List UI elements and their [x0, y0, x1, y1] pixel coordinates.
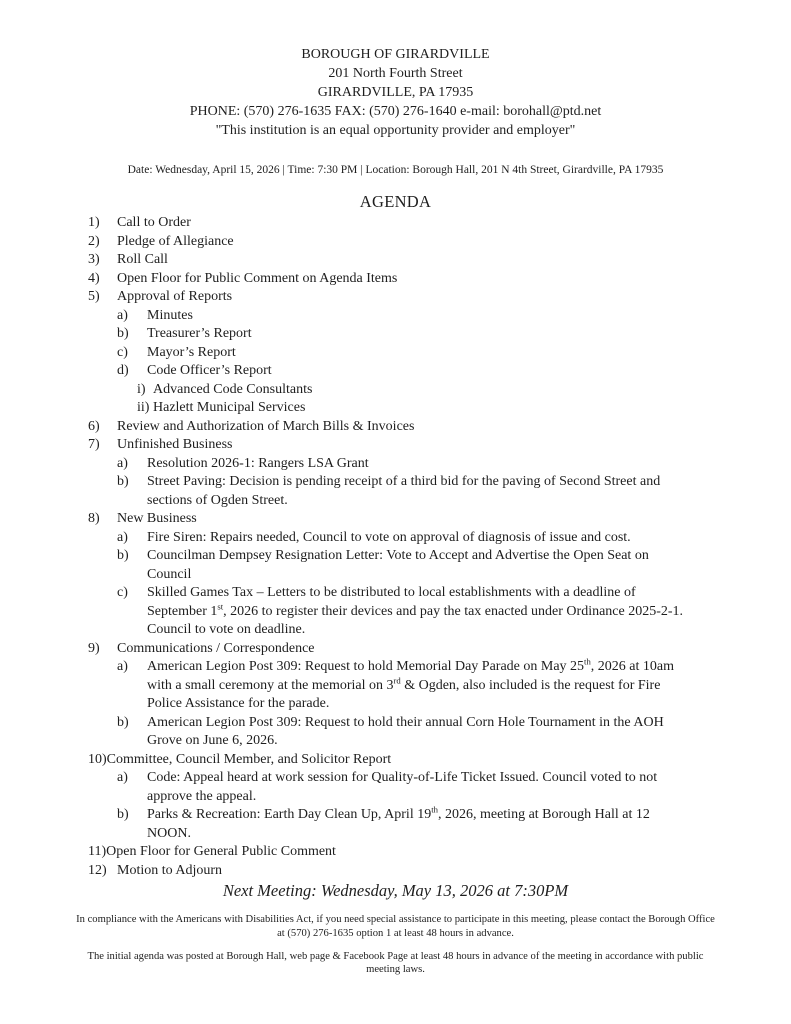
agenda-item-text: Councilman Dempsey Resignation Letter: Vote to Accept and Advertise the Open Seat on Council: [147, 548, 649, 582]
agenda-item-text: Hazlett Municipal Services: [153, 400, 306, 415]
agenda-item-label: d): [117, 363, 129, 378]
agenda-item-label: 12): [88, 862, 107, 878]
agenda-item-label: a): [117, 307, 128, 323]
next-meeting-line: Next Meeting: Wednesday, May 13, 2026 at 7:30PM: [222, 881, 569, 900]
contact-line: PHONE: (570) 276-1635 FAX: (570) 276-1640 e-mail: borohall@ptd.net: [189, 104, 602, 119]
agenda-item: [88, 270, 694, 289]
agenda-item: [137, 381, 694, 400]
ordinal-superscript: rd: [393, 674, 401, 685]
agenda-item-label: 2): [88, 233, 100, 249]
agenda-item: [117, 455, 694, 474]
agenda-item: [117, 529, 694, 548]
agenda-item-label: i): [137, 381, 146, 397]
agenda-item-text: Committee, Council Member, and Solicitor Report: [106, 751, 392, 767]
agenda-item-text: Mayor’s Report: [147, 344, 236, 360]
agenda-item-text: Review and Authorization of March Bills & Invoices: [117, 418, 415, 434]
agenda-item-label: 1): [88, 215, 100, 230]
agenda-item-text: Fire Siren: Repairs needed, Council to vote on approval of diagnosis of issue and cost.: [147, 529, 631, 545]
agenda-item-text: Minutes: [147, 307, 193, 323]
agenda-item: [117, 325, 694, 344]
ordinal-superscript: st: [217, 600, 224, 611]
agenda-item-label: a): [117, 659, 128, 674]
agenda-item-label: 6): [88, 418, 100, 434]
agenda-item: [117, 658, 694, 714]
agenda-item: [117, 473, 694, 510]
agenda-item-label: 3): [88, 252, 100, 267]
agenda-item-text: Approval of Reports: [117, 289, 233, 304]
agenda-item-text: Street Paving: Decision is pending receipt of a third bid for the paving of Second Street and sections of Ogden Street.: [147, 474, 661, 508]
agenda-item-label: b): [117, 807, 129, 822]
agenda-item-text: Treasurer’s Report: [147, 326, 252, 341]
agenda-item: [117, 714, 694, 751]
agenda-item-label: b): [117, 714, 129, 730]
agenda-item-label: a): [117, 770, 128, 785]
agenda-item-label: c): [117, 344, 128, 360]
agenda-item-label: b): [117, 326, 129, 341]
agenda-item: [88, 862, 694, 881]
tagline: "This institution is an equal opportunity provider and employer": [215, 123, 576, 138]
org-name: BOROUGH OF GIRARDVILLE: [301, 47, 490, 62]
agenda-item-label: 10): [88, 751, 107, 767]
agenda-item-label: c): [117, 585, 128, 600]
agenda-item-text: Parks & Recreation: Earth Day Clean Up, April 19th, 2026, meeting at Borough Hall at 12 NOON.: [147, 804, 650, 841]
agenda-item-text: Communications / Correspondence: [117, 640, 315, 656]
agenda-item: [117, 769, 694, 806]
agenda-item: [117, 806, 694, 843]
agenda-item-label: 11): [88, 844, 107, 859]
agenda-item-text: Pledge of Allegiance: [117, 233, 234, 249]
meeting-info-line: Date: Wednesday, April 15, 2026 | Time: 7:30 PM | Location: Borough Hall, 201 N 4th Street, Girardville, PA 17935: [127, 164, 664, 176]
agenda-item-label: 9): [88, 640, 100, 656]
agenda-item-label: 8): [88, 511, 100, 526]
agenda-item: [88, 233, 694, 252]
agenda-item: [117, 547, 694, 584]
agenda-item-text: Roll Call: [117, 252, 168, 267]
agenda-item-text: Unfinished Business: [117, 437, 233, 452]
agenda-item-text: Motion to Adjourn: [117, 862, 223, 878]
ordinal-superscript: th: [431, 804, 438, 815]
agenda-item-label: a): [117, 529, 128, 545]
agenda-item: [117, 362, 694, 381]
agenda-item: [88, 640, 694, 659]
agenda-item-text: American Legion Post 309: Request to hold Memorial Day Parade on May 25th, 2026 at 10am with a small ceremony at the memorial on 3rd & Ogden, also included is the request for Fire Police Assistance for the parade.: [147, 656, 674, 711]
agenda-item-label: 5): [88, 289, 100, 304]
agenda-item: [117, 584, 694, 640]
agenda-item: [88, 751, 694, 770]
agenda-item: [88, 251, 694, 270]
agenda-item: [88, 436, 694, 455]
posting-notice: The initial agenda was posted at Borough Hall, web page & Facebook Page at least 48 hours in advance of the meeting in accordance with public meeting laws.: [87, 950, 704, 976]
agenda-item-text: Advanced Code Consultants: [153, 381, 313, 397]
agenda-item-text: Open Floor for General Public Comment: [106, 844, 336, 859]
agenda-list: [88, 214, 694, 880]
ada-notice: In compliance with the Americans with Disabilities Act, if you need special assistance to participate in this meeting, please contact the Borough Office at (570) 276-1635 option 1 at least 48 hours in advance.: [76, 914, 715, 939]
agenda-item-label: b): [117, 474, 129, 489]
agenda-item: [88, 214, 694, 233]
agenda-item-text: Open Floor for Public Comment on Agenda Items: [117, 270, 398, 286]
ordinal-superscript: th: [584, 656, 591, 667]
agenda-item-label: b): [117, 548, 129, 563]
address-line-1: 201 North Fourth Street: [328, 66, 463, 81]
agenda-item: [117, 344, 694, 363]
agenda-item: [88, 510, 694, 529]
agenda-item-text: Call to Order: [117, 215, 191, 230]
document-footer: [0, 913, 791, 977]
agenda-item-text: Skilled Games Tax – Letters to be distributed to local establishments with a deadline of September 1st, 2026 to register their devices and pay the tax enacted under Ordinance 2025-2-1. Council to vote on deadline.: [147, 585, 684, 637]
agenda-item-label: 7): [88, 437, 100, 452]
agenda-item-label: 4): [88, 270, 100, 286]
agenda-item: [88, 418, 694, 437]
agenda-item-text: American Legion Post 309: Request to hold their annual Corn Hole Tournament in the AOH Grove on June 6, 2026.: [147, 714, 664, 748]
document-header: [0, 45, 791, 140]
agenda-item-text: Code: Appeal heard at work session for Quality-of-Life Ticket Issued. Council voted to not approve the appeal.: [147, 770, 658, 804]
agenda-item-label: a): [117, 455, 128, 471]
agenda-item-text: New Business: [117, 511, 197, 526]
agenda-item: [88, 843, 694, 862]
address-line-2: GIRARDVILLE, PA 17935: [317, 85, 474, 100]
agenda-item-text: Code Officer’s Report: [147, 363, 272, 378]
agenda-title: AGENDA: [359, 192, 432, 211]
agenda-item: [137, 399, 694, 418]
agenda-item: [117, 307, 694, 326]
agenda-item-text: Resolution 2026-1: Rangers LSA Grant: [147, 455, 369, 471]
agenda-item: [88, 288, 694, 307]
agenda-item-label: ii): [137, 400, 150, 415]
